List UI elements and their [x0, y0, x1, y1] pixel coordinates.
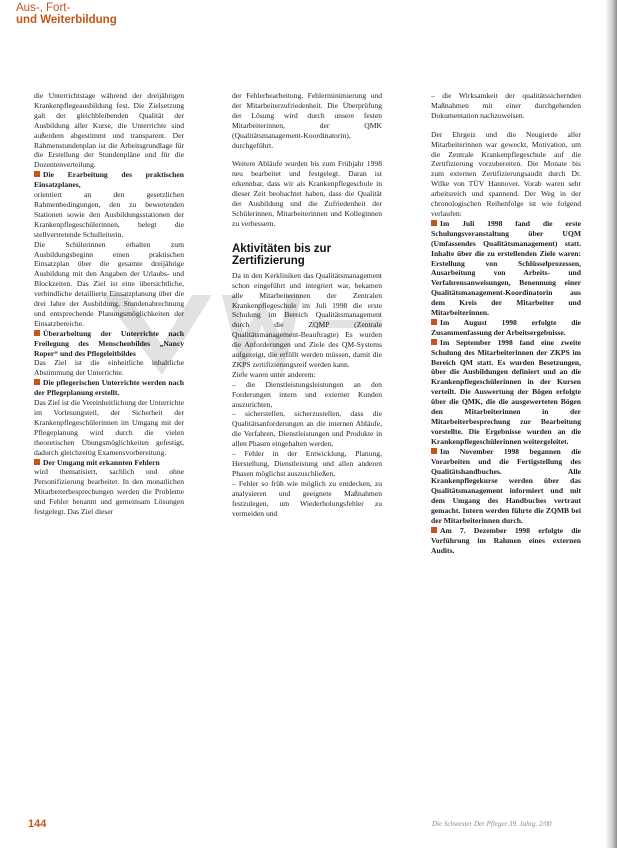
list-item: – die Wirksamkeit der qualitätssichernden Maßnahmen mit einer durchgehenden Dokumentation nachzuweisen. [431, 91, 581, 121]
column-3 [431, 91, 581, 556]
body-paragraph: Das Ziel ist die einheitliche inhaltliche Abstimmung der Unterrichte. [34, 358, 184, 378]
running-footer: Die Schwester Der Pfleger 39. Jahrg. 2/00 [432, 820, 552, 828]
bullet-text: Im August 1998 erfolgte die Zusammenfassung der Arbeitsergebnisse. [431, 317, 581, 337]
body-paragraph: der Fehlerbearbeitung, Fehlerminimierung und der Mitarbeiterzufriedenheit. Die Überprüfung der Lösung wird durch unsere festen Mitarbeiterinnen, der QMK (Qualitätsmanagement-Koordinatorin), durchgeführt. [232, 91, 382, 150]
section-header [16, 2, 117, 26]
square-bullet-icon [34, 379, 40, 385]
bullet-paragraph [34, 329, 184, 359]
square-bullet-icon [431, 527, 437, 533]
square-bullet-icon [431, 339, 437, 345]
square-bullet-icon [431, 220, 437, 226]
square-bullet-icon [34, 330, 40, 336]
bullet-paragraph [431, 219, 581, 318]
section-title-line1: Aus-, Fort- [16, 2, 71, 14]
bullet-text: Im November 1998 begannen die Vorarbeiten und die Fertigstellung des Qualitätshandbuches. Alle Krankenpflegekurse werden über das Qualitätsmanagement informiert und mit dem Umgang des Handbuches vertraut gemacht. Intern werden führte die ZQMB bei der Mitarbeiterinnen durch. [431, 446, 581, 526]
body-paragraph: Da in den Kerkliniken das Qualitätsmanagement schon eingeführt und integriert war, bekamen alle Mitarbeiterinnen der Zentralen Krankenpflegeschule im Juli 1998 die erste Schulung im Bereich Qualitätsmanagement durch die ZQMP (Zentrale Qualitätsmanagement-Beauftragte) Es wurden die Anforderungen und Ziele des QM-Systems aufgezeigt, die erfüllt werden müssen, damit die ZKPS zertifizierungsreif werden kann. [232, 270, 382, 369]
page-number: 144 [28, 818, 47, 830]
body-paragraph: Die Schülerinnen erhalten zum Ausbildungsbeginn einen praktischen Einsatzplan über die gesamte dreijährige Ausbildung mit den Angaben der Urlaubs- und Blockzeiten. Das Ziel ist eine übersichtliche, verbindliche detaillierte Einsatzplanung über die drei Jahre der Ausbildung, Stundenabrechnung und entsprechende Planungsmöglichkeiten der Einsatzbereiche. [34, 239, 184, 328]
column-1 [34, 91, 184, 517]
dash-list [232, 380, 382, 519]
bullet-paragraph [431, 447, 581, 526]
bullet-paragraph [34, 378, 184, 398]
square-bullet-icon [34, 171, 40, 177]
square-bullet-icon [431, 448, 437, 454]
bullet-text: Am 7. Dezember 1998 erfolgte die Vorführung im Rahmen eines externen Audits. [431, 525, 581, 555]
square-bullet-icon [34, 459, 40, 465]
bullet-paragraph [431, 338, 581, 447]
square-bullet-icon [431, 319, 437, 325]
bullet-text: Der Umgang mit erkannten Fehlern [43, 457, 160, 467]
bullet-text: Im September 1998 fand eine zweite Schulung des Mitarbeiterinnen der ZKPS im Bereich QM statt. Es wurden Besetzungen, über die Ausbildungen definiert und an die Krankenpflegeschülerinnen in der Kursen verteilt. Die Auswertung der Bögen erfolgte über die QMK, die die ausgewerteten Bögen den Mitarbeiterinnen in der Mitarbeiterbesprechung zur Bearbeitung vorstellte. Die Ergebnisse wurden an die Krankenpflegeschülerinnen weitergeleitet. [431, 337, 581, 446]
dash-list [431, 91, 581, 121]
body-paragraph: Das Ziel ist die Vereinheitlichung der Unterrichte im Vorlesungsteil, der Sicherheit der Krankenpflegeschülerinnen im Umgang mit der Pflegeplanung wird durch die vielen theoretischen Übungsmöglichkeiten gefestigt, dadurch gleichzeitig Examensvorbereitung. [34, 398, 184, 457]
body-paragraph: wird thematisiert, sachlich und ohne Personifizierung bearbeitet. In den monatlichen Mitarbeiterbesprechungen werden die Probleme und Fehler benannt und gemeinsam Lösungen festgelegt. Das Ziel dieser [34, 467, 184, 517]
bullet-paragraph [34, 458, 184, 468]
list-item: – sicherstellen, sicherzustellen, dass die Qualitätsanforderungen an die internen Abläufe, die Verfahren, Dienstleistungen und Produkte in allen Phasen eingehalten werden, [232, 409, 382, 449]
page-binding-edge [605, 0, 617, 848]
list-item: – die Dienstleistungsleistungen an den Forderungen intern und externer Kunden auszurichten, [232, 380, 382, 410]
section-title-line2: und Weiterbildung [16, 14, 117, 26]
bullet-paragraph [431, 526, 581, 556]
bullet-paragraph [34, 170, 184, 190]
body-paragraph: die Unterrichtstage während der dreijährigen Krankenpflegeausbildung fest. Die Zielsetzung galt der gleichbleibenden Qualität der Ausbildung aller Kurse, die Unterrichte sind außerdem abgestimmt und transparent. Der Rahmenstundenplan ist die Arbeitsgrundlage für die Erstellung der Stundenpläne und für die Dozentenverteilung. [34, 91, 184, 170]
section-heading: Aktivitäten bis zur Zertifizierung [232, 242, 332, 268]
list-item: – Fehler so früh wie möglich zu entdecken, zu analysieren und geeignete Maßnahmen festzulegen, um Wiederholungsfehler zu vermeiden und [232, 479, 382, 519]
body-paragraph: Der Ehrgeiz und die Neugierde aller Mitarbeiterinnen war geweckt, Motivation, um die Zentrale Krankenpflegeschule auf die Zertifizierung vorzubereiten. Die Monate bis zum externen Zertifizierungsaudit durch Dr. Wilke von TÜV Hannover. Vorab waren sehr arbeitsreich und spannend. Der Weg in der chronologischen Reihenfolge ist wie folgend verlaufen: [431, 129, 581, 218]
body-paragraph: Weitere Abläufe wurden bis zum Frühjahr 1998 neu bearbeitet und festgelegt. Daran ist erkennbar, dass wir als Krankenpflegeschule in dieser Zeit beobachtet haben, dass die Qualität der Ausbildung und die Zufriedenheit der Schülerinnen, Mitarbeiterinnen und Kolleginnen zu verbessern. [232, 159, 382, 228]
bullet-text: Überarbeitung der Unterrichte nach Freilegung des Menschenbildes „Nancy Roper“ und des Pflegeleitbildes [34, 328, 184, 358]
bullet-paragraph [431, 318, 581, 338]
column-2 [232, 91, 382, 518]
bullet-text: Die pflegerischen Unterrichte werden nach der Pflegeplanung erstellt. [34, 378, 184, 398]
list-item: – Fehler in der Entwicklung, Planung, Herstellung, Dienstleistung und allen anderen Phasen möglichst auszuschließen, [232, 449, 382, 479]
bullet-text: Die Erarbeitung des praktischen Einsatzplanes, [34, 170, 184, 190]
bullet-text: Im Juli 1998 fand die erste Schulungsveranstaltung über UQM (Umfassendes Qualitätsmanagement) statt. Inhalte über die zu erstellenden Ziele waren: Erstellung von Schlüsselprozessen, Ausarbeitung von Arbeits- und Verfahrensanweisungen, Benennung einer Qualitätsmanagement-Koordinatorin aus dem Kreis der Mitarbeiter und Mitarbeiterinnen. [431, 218, 581, 318]
body-paragraph: Ziele waren unter anderem: [232, 369, 316, 379]
body-paragraph: orientiert an den gesetzlichen Rahmenbedingungen, den zu bewertenden Stationen sowie den Ausbildungsstationen der Krankenpflegeschülerinnen, belegt die stellvertretende Schulleiterin. [34, 190, 184, 239]
